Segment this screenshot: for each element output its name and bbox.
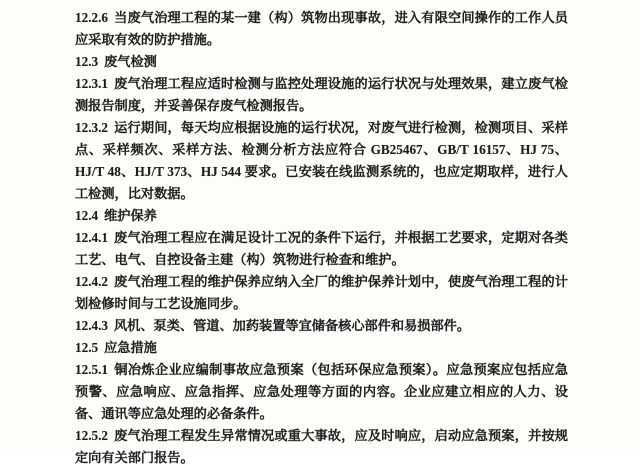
clause-number: 12.5.2: [75, 428, 108, 443]
clause-12-4-2: [75, 271, 568, 315]
clause-text: 风机、泵类、管道、加药装置等宜储备核心部件和易损部件。: [113, 318, 471, 333]
clause-number: 12.5.1: [75, 362, 108, 377]
clause-number: 12.2.6: [75, 10, 108, 25]
clause-text: 废气治理工程应适时检测与监控处理设施的运行状况与处理效果，建立废气检测报告制度，并妥善保存废气检测报告。: [75, 76, 568, 113]
clause-12-2-6: [75, 7, 568, 51]
clause-text: 铜冶炼企业应编制事故应急预案（包括环保应急预案）。应急预案应包括应急预警、应急响应、应急指挥、应急处理等方面的内容。企业应建立相应的人力、设备、通讯等应急处理的必备条件。: [75, 362, 568, 421]
clause-number: 12.3.1: [75, 76, 108, 91]
clause-12-5-1: [75, 359, 568, 425]
section-heading-12-5: [75, 337, 568, 359]
clause-text: 废气治理工程发生异常情况或重大事故，应及时响应，启动应急预案，并按规定向有关部门报告。: [75, 428, 568, 465]
clause-text: 废气治理工程的维护保养应纳入全厂的维护保养计划中，使废气治理工程的计划检修时间与工艺设施同步。: [75, 274, 568, 311]
section-title: 废气检测: [104, 54, 157, 69]
clause-12-3-2: [75, 117, 568, 205]
document-body: [75, 7, 568, 469]
section-heading-12-3: [75, 51, 568, 73]
clause-number: 12.4.2: [75, 274, 108, 289]
section-number: 12.5: [75, 340, 99, 355]
clause-12-3-1: [75, 73, 568, 117]
clause-text: 运行期间，每天均应根据设施的运行状况，对废气进行检测，检测项目、采样点、采样频次、采样方法、检测分析方法应符合 GB25467、GB/T 16157、HJ 75、HJ/T 48、HJ/T 373、HJ 544 要求。已安装在线监测系统的，也应定期取样，进行人工检测，比对数据。: [75, 120, 568, 201]
clause-text: 废气治理工程应在满足设计工况的条件下运行，并根据工艺要求，定期对各类工艺、电气、自控设备主建（构）筑物进行检查和维护。: [75, 230, 568, 267]
section-title: 维护保养: [104, 208, 157, 223]
clause-number: 12.4.1: [75, 230, 108, 245]
clause-number: 12.3.2: [75, 120, 108, 135]
section-heading-12-4: [75, 205, 568, 227]
clause-number: 12.4.3: [75, 318, 108, 333]
clause-12-4-1: [75, 227, 568, 271]
section-title: 应急措施: [104, 340, 157, 355]
clause-12-5-2: [75, 425, 568, 469]
section-number: 12.3: [75, 54, 99, 69]
clause-text: 当废气治理工程的某一建（构）筑物出现事故，进入有限空间操作的工作人员应采取有效的防护措施。: [75, 10, 568, 47]
section-number: 12.4: [75, 208, 99, 223]
clause-12-4-3: [75, 315, 568, 337]
